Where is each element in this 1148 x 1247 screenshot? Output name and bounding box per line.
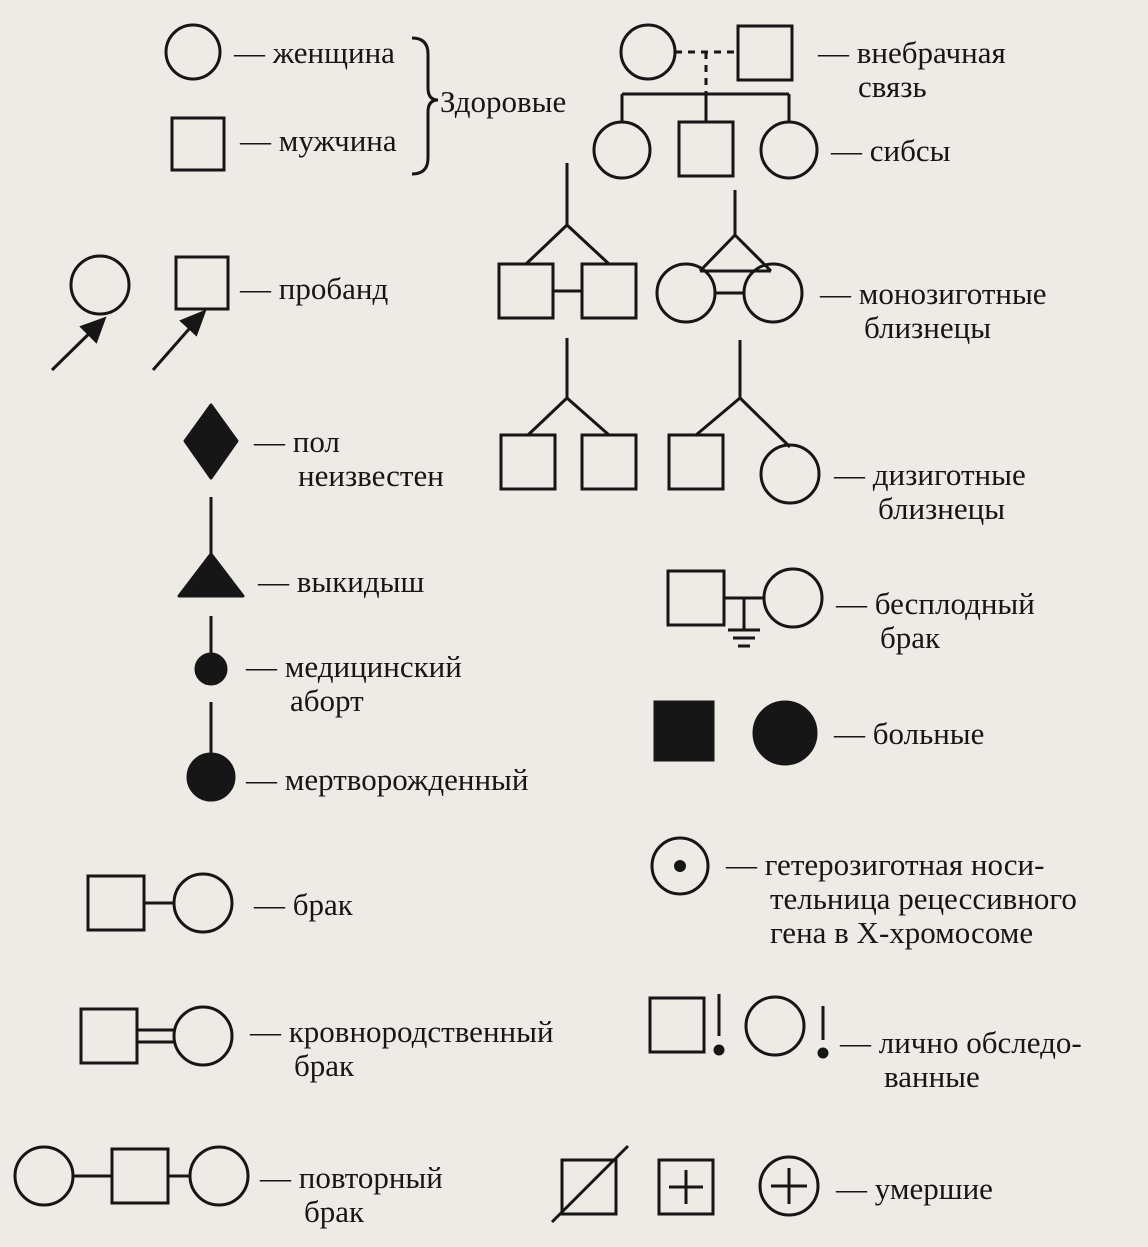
consanguineous-marriage-symbol: [81, 1007, 232, 1065]
affected-female-symbol: [754, 702, 816, 764]
healthy-woman-symbol: [166, 25, 220, 79]
medical-abortion-symbol: [196, 616, 226, 684]
label-monozygotic: — монозиготные близнецы: [820, 276, 1047, 345]
label-stillborn: — мертворожденный: [246, 762, 529, 797]
label-infertile: — бесплодный брак: [836, 586, 1035, 655]
label-consanguineous: — кровнородственный брак: [250, 1014, 554, 1083]
healthy-brace: [412, 38, 438, 174]
sibs-symbol: [594, 94, 817, 178]
extramarital-symbol: [621, 25, 792, 94]
label-medical-abortion: — медицинский аборт: [246, 649, 462, 718]
label-affected: — больные: [834, 716, 985, 751]
label-sibs: — сибсы: [831, 133, 951, 168]
healthy-man-symbol: [172, 118, 224, 170]
label-woman: — женщина: [234, 35, 395, 70]
label-sex-unknown: — пол неизвестен: [254, 424, 444, 493]
label-examined: — лично обследо- ванные: [840, 1025, 1082, 1094]
label-deceased: — умершие: [836, 1171, 993, 1206]
label-healthy: Здоровые: [440, 84, 567, 119]
infertile-marriage-symbol: [668, 569, 822, 646]
dizygotic-twins-symbol: [501, 338, 819, 503]
repeated-marriage-symbol: [15, 1147, 248, 1205]
sex-unknown-diamond: [185, 405, 237, 478]
label-carrier: — гетерозиготная носи- тельница рецессивного гена в Х-хромосоме: [726, 847, 1077, 950]
affected-male-symbol: [655, 702, 713, 760]
label-extramarital: — внебрачная связь: [818, 35, 1006, 104]
miscarriage-symbol: [179, 497, 243, 596]
label-proband: — пробанд: [240, 271, 389, 306]
monozygotic-twins-symbol: [499, 163, 802, 322]
label-man: — мужчина: [240, 123, 397, 158]
examined-symbol: [650, 994, 827, 1057]
label-marriage: — брак: [254, 887, 353, 922]
deceased-symbols: [552, 1146, 818, 1222]
proband-symbol: [52, 256, 228, 370]
label-miscarriage: — выкидыш: [258, 564, 425, 599]
label-dizygotic: — дизиготные близнецы: [834, 457, 1026, 526]
carrier-symbol: [652, 838, 708, 894]
label-repeated-marriage: — повторный брак: [260, 1160, 443, 1229]
stillborn-symbol: [188, 702, 234, 800]
marriage-symbol: [88, 874, 232, 932]
